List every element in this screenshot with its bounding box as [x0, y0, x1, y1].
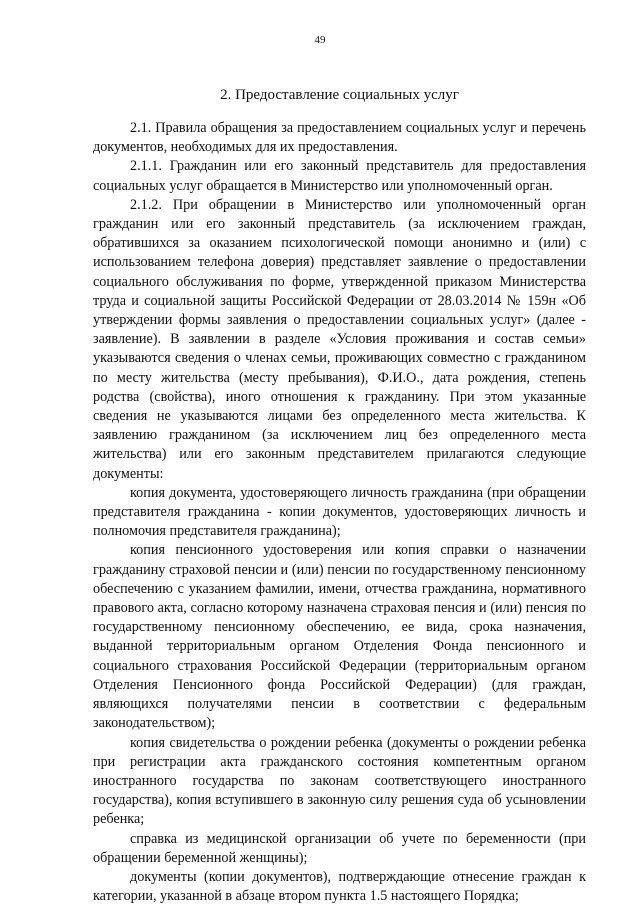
paragraph: справка из медицинской организации об учете по беременности (при обращении беременной женщины);	[93, 830, 586, 866]
page-number: 49	[314, 34, 326, 46]
paragraph: копия документа, удостоверяющего личность гражданина (при обращении представителя гражданина - копии документов, удостоверяющих личность и полномочия представителя гражданина);	[93, 484, 586, 540]
paragraph: 2.1.1. Гражданин или его законный представитель для предоставления социальных услуг обращается в Министерство или уполномоченный орган.	[93, 158, 586, 194]
paragraph: копия пенсионного удостоверения или копия справки о назначении гражданину страховой пенсии и (или) пенсии по государственному пенсионному обеспечению с указанием фамилии, имени, отчества гражданина, нормативного правового акта, согласно которому назначена страховая пенсия и (или) пенсия по государственному пенсионному обеспечению, ее вида, срока назначения, выданной территориальным органом Отделения Фонда пенсионного и социального страхования Российской Федерации (территориальным органом Отделения Пенсионного фонда Российской Федерации) (для граждан, являющихся получателями пенсии в соответствии с федеральным законодательством);	[93, 542, 586, 732]
paragraph: 2.1. Правила обращения за предоставлением социальных услуг и перечень документов, необходимых для их предоставления.	[93, 120, 586, 156]
paragraph: документы (копии документов), подтверждающие отнесение граждан к категории, указанной в абзаце втором пункта 1.5 настоящего Порядка;	[93, 868, 586, 905]
body-text	[93, 119, 586, 906]
paragraph: копия свидетельства о рождении ребенка (документы о рождении ребенка при регистрации акта гражданского состояния компетентным органом иностранного государства по законам соответствующего иностранного государства), копия вступившего в законную силу решения суда об усыновлении ребенка;	[93, 734, 586, 828]
section-title: 2. Предоставление социальных услуг	[220, 87, 459, 103]
paragraph: 2.1.2. При обращении в Министерство или уполномоченный орган гражданин или его законный представитель (за исключением граждан, обратившихся за оказанием психологической помощи анонимно и (или) с использованием телефона доверия) представляет заявление о предоставлении социального обслуживания по форме, утвержденной приказом Министерства труда и социальной защиты Российской Федерации от 28.03.2014 № 159н «Об утверждении формы заявления о предоставлении социальных услуг» (далее - заявление). В заявлении в разделе «Условия проживания и состав семьи» указываются сведения о членах семьи, проживающих совместно с гражданином по месту жительства (месту пребывания), Ф.И.О., дата рождения, степень родства (свойства), иного отношения к гражданину. При этом указанные сведения не указываются лицами без определенного места жительства. К заявлению гражданином (за исключением лиц без определенного места жительства) или его законным представителем прилагаются следующие документы:	[93, 196, 586, 482]
